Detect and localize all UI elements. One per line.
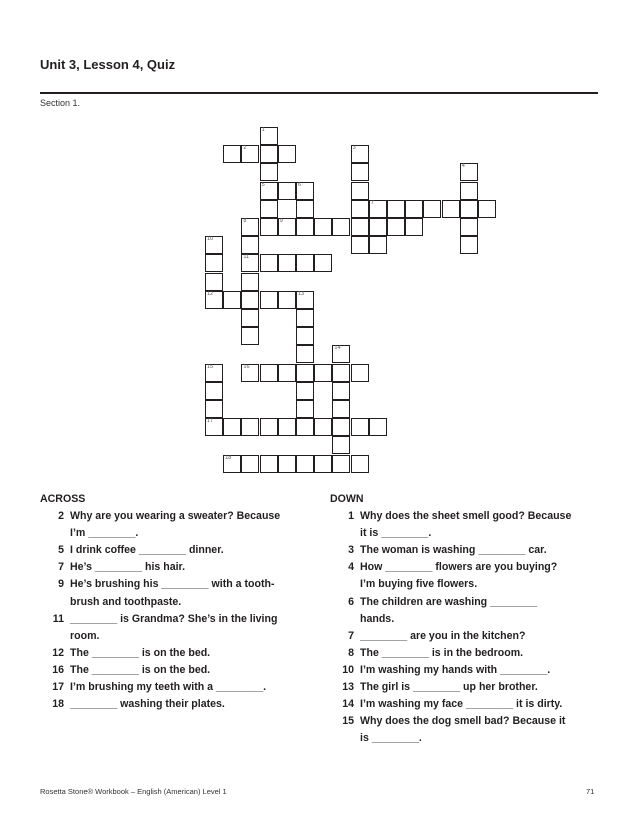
clue-text: The ________ is on the bed.	[70, 663, 211, 676]
crossword-cell	[241, 291, 259, 309]
clue-text: Why does the dog smell bad? Because it	[360, 715, 566, 728]
clue-text: ________ are you in the kitchen?	[360, 629, 526, 642]
clue-number: 13	[298, 290, 305, 297]
crossword-cell	[241, 236, 259, 254]
across-clue-line	[40, 576, 300, 593]
across-clue-line	[40, 628, 300, 645]
crossword-cell	[332, 455, 350, 473]
crossword-cell	[442, 200, 460, 218]
clue-text: I drink coffee ________ dinner.	[70, 544, 224, 557]
across-clue-line	[40, 594, 300, 611]
down-clue-line	[330, 662, 600, 679]
clue-text: Why are you wearing a sweater? Because	[70, 510, 281, 523]
crossword-cell	[241, 309, 259, 327]
clue-number: 12	[52, 646, 64, 659]
crossword-cell	[405, 218, 423, 236]
section-label: Section 1.	[40, 98, 81, 108]
clue-text: ________ is Grandma? She’s in the living	[70, 612, 278, 625]
crossword-cell	[296, 200, 314, 218]
crossword-cell	[260, 127, 278, 145]
clue-number: 13	[342, 681, 354, 694]
clue-number: 10	[207, 236, 214, 243]
crossword-cell	[241, 364, 259, 382]
crossword-cell	[205, 273, 223, 291]
crossword-cell	[369, 418, 387, 436]
crossword-cell	[205, 364, 223, 382]
crossword-cell	[351, 455, 369, 473]
across-clues	[40, 491, 300, 713]
clue-text: brush and toothpaste.	[70, 595, 182, 608]
clue-text: The children are washing ________	[360, 595, 538, 608]
clue-number: 10	[342, 663, 354, 676]
down-clue-line	[330, 576, 600, 593]
clue-text: is ________.	[360, 732, 422, 745]
crossword-cell	[351, 418, 369, 436]
down-clue-line	[330, 730, 600, 747]
crossword-cell	[460, 163, 478, 181]
clue-number: 17	[207, 418, 214, 425]
across-clue-line	[40, 508, 300, 525]
clue-number: 9	[58, 578, 64, 591]
clue-text: hands.	[360, 612, 395, 625]
crossword-cell	[351, 182, 369, 200]
crossword-cell	[351, 364, 369, 382]
clue-number: 16	[52, 663, 64, 676]
page-title: Unit 3, Lesson 4, Quiz	[40, 57, 176, 72]
across-clue-line	[40, 559, 300, 576]
crossword-cell	[241, 418, 259, 436]
crossword-cell	[369, 218, 387, 236]
down-clue-list	[330, 508, 600, 747]
crossword-cell	[241, 273, 259, 291]
crossword-cell	[296, 327, 314, 345]
clue-text: The ________ is in the bedroom.	[360, 646, 524, 659]
crossword-cell	[260, 455, 278, 473]
clue-number: 8	[348, 646, 354, 659]
crossword-cell	[260, 364, 278, 382]
crossword-cell	[241, 218, 259, 236]
crossword-cell	[278, 364, 296, 382]
down-clue-line	[330, 542, 600, 559]
crossword-cell	[260, 418, 278, 436]
clue-number: 2	[58, 510, 64, 523]
crossword-cell	[314, 218, 332, 236]
crossword-cell	[241, 455, 259, 473]
clue-text: He’s brushing his ________ with a tooth-	[70, 578, 275, 591]
crossword-cell	[351, 200, 369, 218]
crossword-cell	[260, 218, 278, 236]
clue-number: 18	[225, 454, 232, 461]
clue-number: 5	[261, 181, 265, 188]
clue-number: 17	[52, 681, 64, 694]
crossword-cell	[369, 236, 387, 254]
crossword-cell	[332, 345, 350, 363]
crossword-cell	[296, 254, 314, 272]
crossword-cell	[314, 364, 332, 382]
clue-text: He’s ________ his hair.	[70, 561, 186, 574]
crossword-cell	[205, 382, 223, 400]
crossword-cell	[223, 145, 241, 163]
down-clue-line	[330, 696, 600, 713]
down-clue-line	[330, 713, 600, 730]
crossword-cell	[205, 254, 223, 272]
crossword-cell	[296, 382, 314, 400]
crossword-cell	[296, 400, 314, 418]
crossword-cell	[241, 145, 259, 163]
crossword-cell	[460, 218, 478, 236]
clue-text: ________ washing their plates.	[70, 698, 225, 711]
crossword-cell	[278, 182, 296, 200]
crossword-cell	[296, 218, 314, 236]
crossword-cell	[387, 200, 405, 218]
down-clue-line	[330, 559, 600, 576]
across-heading: ACROSS	[40, 493, 86, 505]
clue-number: 11	[243, 254, 250, 261]
crossword-cell	[278, 418, 296, 436]
clue-text: I’m buying five flowers.	[360, 578, 478, 591]
crossword-cell	[387, 218, 405, 236]
crossword-cell	[260, 182, 278, 200]
crossword-cell	[223, 291, 241, 309]
crossword-cell	[278, 291, 296, 309]
clue-number: 7	[58, 561, 64, 574]
down-heading: DOWN	[330, 493, 364, 505]
clue-number: 11	[52, 612, 64, 625]
crossword-cell	[296, 182, 314, 200]
crossword-cell	[369, 200, 387, 218]
clue-number: 1	[261, 127, 265, 133]
down-clue-line	[330, 628, 600, 645]
crossword-cell	[296, 364, 314, 382]
crossword-cell	[314, 455, 332, 473]
crossword-cell	[241, 254, 259, 272]
crossword-cell	[278, 455, 296, 473]
crossword-cell	[296, 455, 314, 473]
clue-number: 2	[243, 145, 247, 152]
crossword-cell	[332, 364, 350, 382]
page-number: 71	[586, 787, 595, 796]
crossword-cell	[260, 291, 278, 309]
clue-text: I’m washing my face ________ it is dirty.	[360, 698, 563, 711]
clue-number: 4	[461, 163, 465, 170]
clue-text: room.	[70, 629, 100, 642]
crossword-cell	[405, 200, 423, 218]
down-clue-line	[330, 645, 600, 662]
crossword-cell	[332, 418, 350, 436]
clue-number: 18	[52, 698, 64, 711]
crossword-cell	[278, 218, 296, 236]
crossword-cell	[460, 236, 478, 254]
crossword-cell	[351, 218, 369, 236]
crossword-cell	[423, 200, 441, 218]
crossword-cell	[205, 236, 223, 254]
across-clue-list	[40, 508, 300, 713]
crossword-cell	[260, 145, 278, 163]
clue-text: The ________ is on the bed.	[70, 646, 211, 659]
clue-number: 6	[348, 595, 354, 608]
crossword-cell	[314, 254, 332, 272]
clue-number: 14	[342, 698, 354, 711]
crossword-cell	[332, 382, 350, 400]
clue-number: 4	[348, 561, 354, 574]
crossword-cell	[460, 200, 478, 218]
across-clue-line	[40, 679, 300, 696]
down-clue-line	[330, 611, 600, 628]
clue-number: 1	[348, 510, 354, 523]
crossword-cell	[223, 455, 241, 473]
crossword-cell	[332, 400, 350, 418]
crossword-cell	[460, 182, 478, 200]
clue-number: 15	[207, 363, 214, 370]
crossword-cell	[205, 400, 223, 418]
across-clue-line	[40, 645, 300, 662]
across-clue-line	[40, 542, 300, 559]
clue-number: 5	[58, 544, 64, 557]
crossword-cell	[351, 145, 369, 163]
clue-number: 8	[243, 218, 247, 224]
clue-number: 7	[348, 629, 354, 642]
down-clue-line	[330, 679, 600, 696]
title-divider	[40, 92, 598, 94]
clue-text: The woman is washing ________ car.	[360, 544, 547, 557]
footer-credit: Rosetta Stone® Workbook – English (American) Level 1	[40, 787, 227, 796]
down-clue-line	[330, 508, 600, 525]
down-clue-line	[330, 594, 600, 611]
crossword-cell	[205, 418, 223, 436]
across-clue-line	[40, 696, 300, 713]
clue-text: it is ________.	[360, 527, 432, 540]
crossword-cell	[296, 418, 314, 436]
clue-number: 6	[298, 181, 302, 188]
crossword-cell	[296, 309, 314, 327]
crossword-cell	[223, 418, 241, 436]
crossword-cell	[332, 218, 350, 236]
clue-number: 16	[243, 363, 250, 370]
crossword-cell	[314, 418, 332, 436]
clue-number: 9	[279, 218, 283, 224]
crossword-cell	[241, 327, 259, 345]
clue-number: 12	[207, 290, 214, 297]
crossword-cell	[351, 163, 369, 181]
crossword-cell	[260, 163, 278, 181]
clue-text: The girl is ________ up her brother.	[360, 681, 538, 694]
clue-number: 7	[370, 199, 374, 206]
crossword-cell	[278, 145, 296, 163]
crossword-cell	[260, 254, 278, 272]
crossword-cell	[296, 291, 314, 309]
clue-number: 3	[348, 544, 354, 557]
clue-text: I’m brushing my teeth with a ________.	[70, 681, 267, 694]
clue-text: How ________ flowers are you buying?	[360, 561, 558, 574]
clue-number: 14	[334, 345, 341, 352]
across-clue-line	[40, 525, 300, 542]
crossword-cell	[296, 345, 314, 363]
crossword-cell	[351, 236, 369, 254]
crossword-cell	[278, 254, 296, 272]
crossword-cell	[478, 200, 496, 218]
clue-text: Why does the sheet smell good? Because	[360, 510, 572, 523]
down-clues	[330, 491, 600, 747]
clue-text: I’m washing my hands with ________.	[360, 663, 551, 676]
clue-number: 15	[342, 715, 354, 728]
crossword-cell	[332, 436, 350, 454]
clue-text: I’m ________.	[70, 527, 139, 540]
crossword-cell	[205, 291, 223, 309]
across-clue-line	[40, 611, 300, 628]
crossword-cell	[260, 200, 278, 218]
across-clue-line	[40, 662, 300, 679]
clue-number: 3	[352, 145, 356, 152]
down-clue-line	[330, 525, 600, 542]
